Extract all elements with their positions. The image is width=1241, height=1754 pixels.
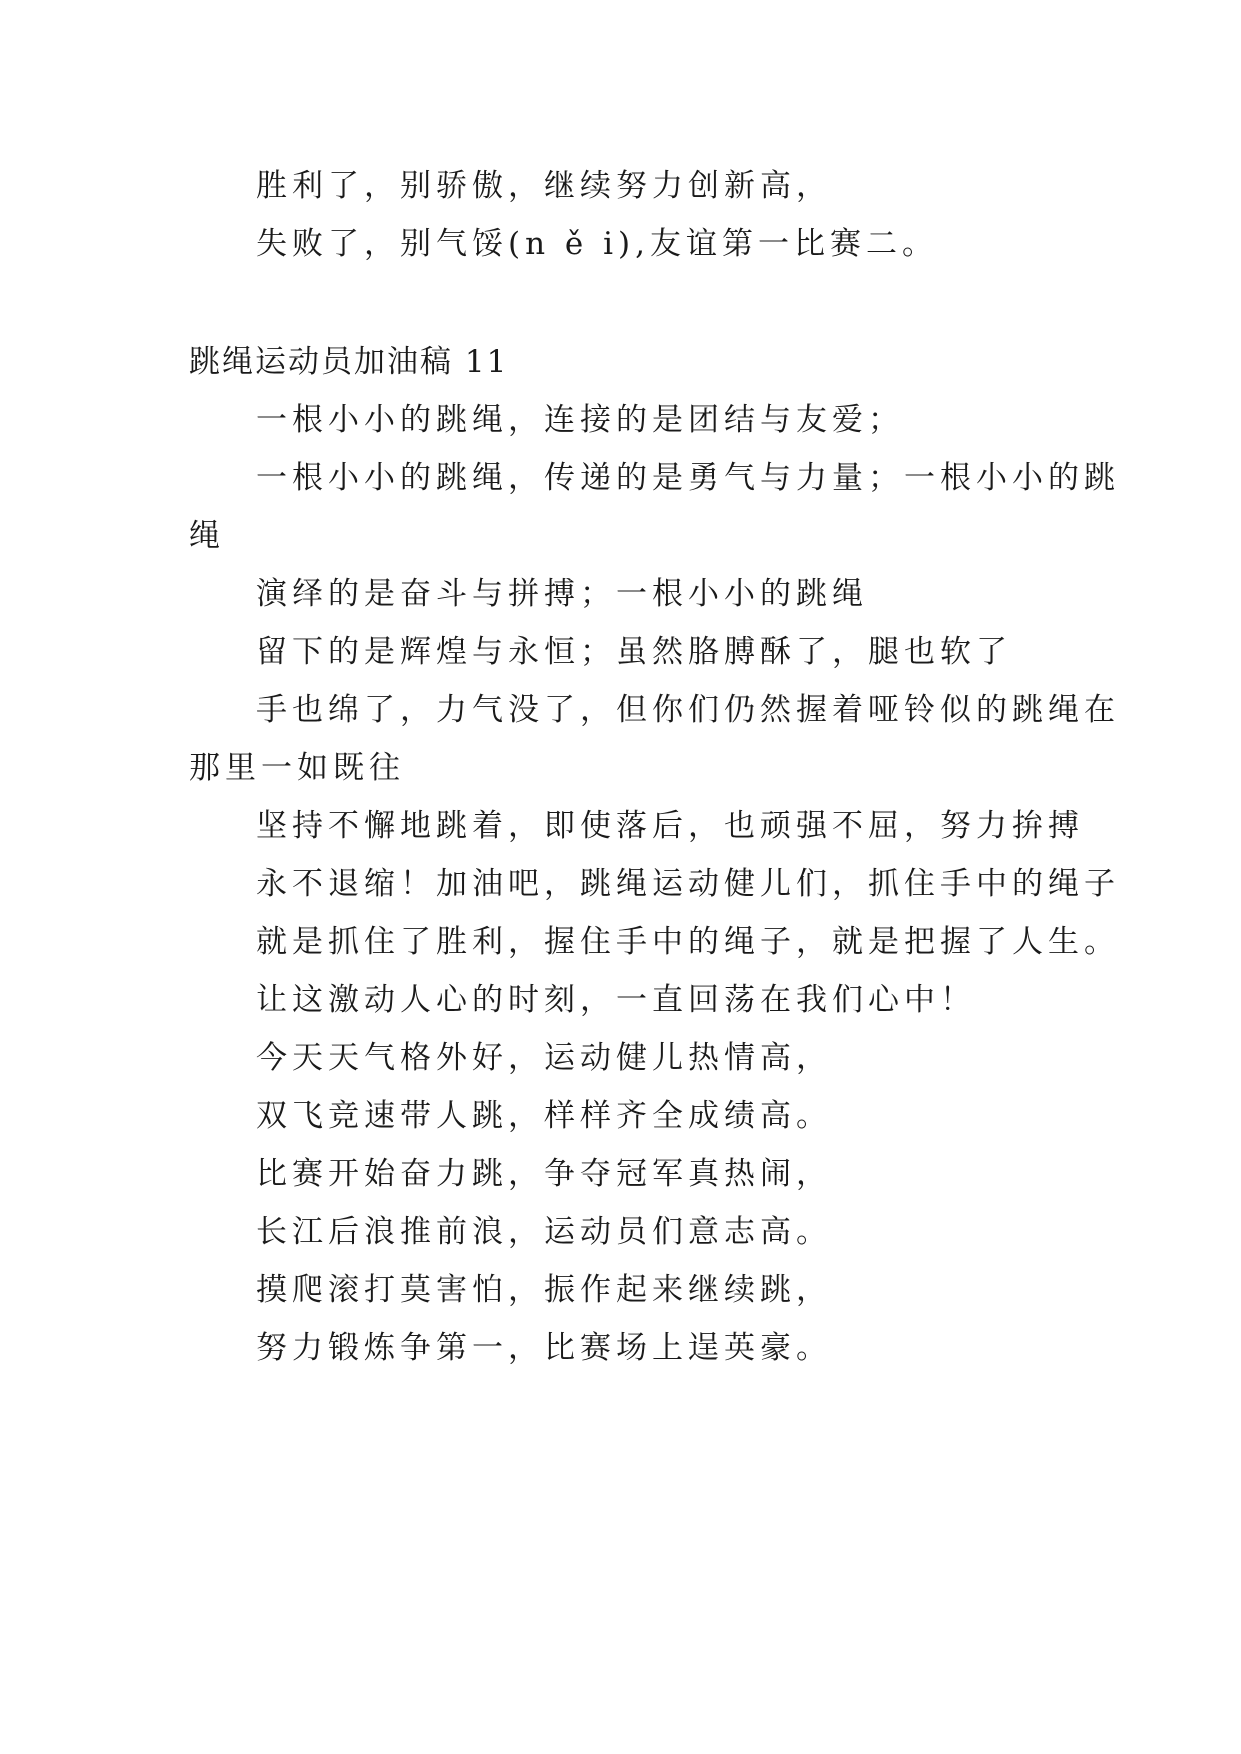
body-line: 一根小小的跳绳，连接的是团结与友爱； — [256, 402, 904, 438]
stanza-line: 失败了，别气馁(n ě i),友谊第一比赛二。 — [256, 226, 938, 262]
section-title: 跳绳运动员加油稿 11 — [189, 344, 509, 380]
body-line: 比赛开始奋力跳，争夺冠军真热闹， — [256, 1156, 832, 1192]
body-line-continuation: 那里一如既往 — [189, 750, 405, 786]
body-line: 双飞竞速带人跳，样样齐全成绩高。 — [256, 1098, 832, 1134]
body-line-continuation: 绳 — [189, 518, 225, 554]
body-line: 长江后浪推前浪，运动员们意志高。 — [256, 1214, 832, 1250]
body-line: 让这激动人心的时刻，一直回荡在我们心中！ — [256, 982, 976, 1018]
body-line: 手也绵了，力气没了，但你们仍然握着哑铃似的跳绳在 — [256, 692, 1120, 728]
body-line: 摸爬滚打莫害怕，振作起来继续跳， — [256, 1272, 832, 1308]
body-line: 坚持不懈地跳着，即使落后，也顽强不屈，努力拚搏 — [256, 808, 1084, 844]
body-line: 努力锻炼争第一，比赛场上逞英豪。 — [256, 1330, 832, 1366]
body-line: 一根小小的跳绳，传递的是勇气与力量；一根小小的跳 — [256, 460, 1120, 496]
body-line: 永不退缩！加油吧，跳绳运动健儿们，抓住手中的绳子 — [256, 866, 1120, 902]
body-line: 留下的是辉煌与永恒；虽然胳膊酥了，腿也软了 — [256, 634, 1012, 670]
body-line: 今天天气格外好，运动健儿热情高， — [256, 1040, 832, 1076]
body-line: 就是抓住了胜利，握住手中的绳子，就是把握了人生。 — [256, 924, 1120, 960]
stanza-line: 胜利了，别骄傲，继续努力创新高， — [256, 168, 832, 204]
body-line: 演绎的是奋斗与拼搏；一根小小的跳绳 — [256, 576, 868, 612]
